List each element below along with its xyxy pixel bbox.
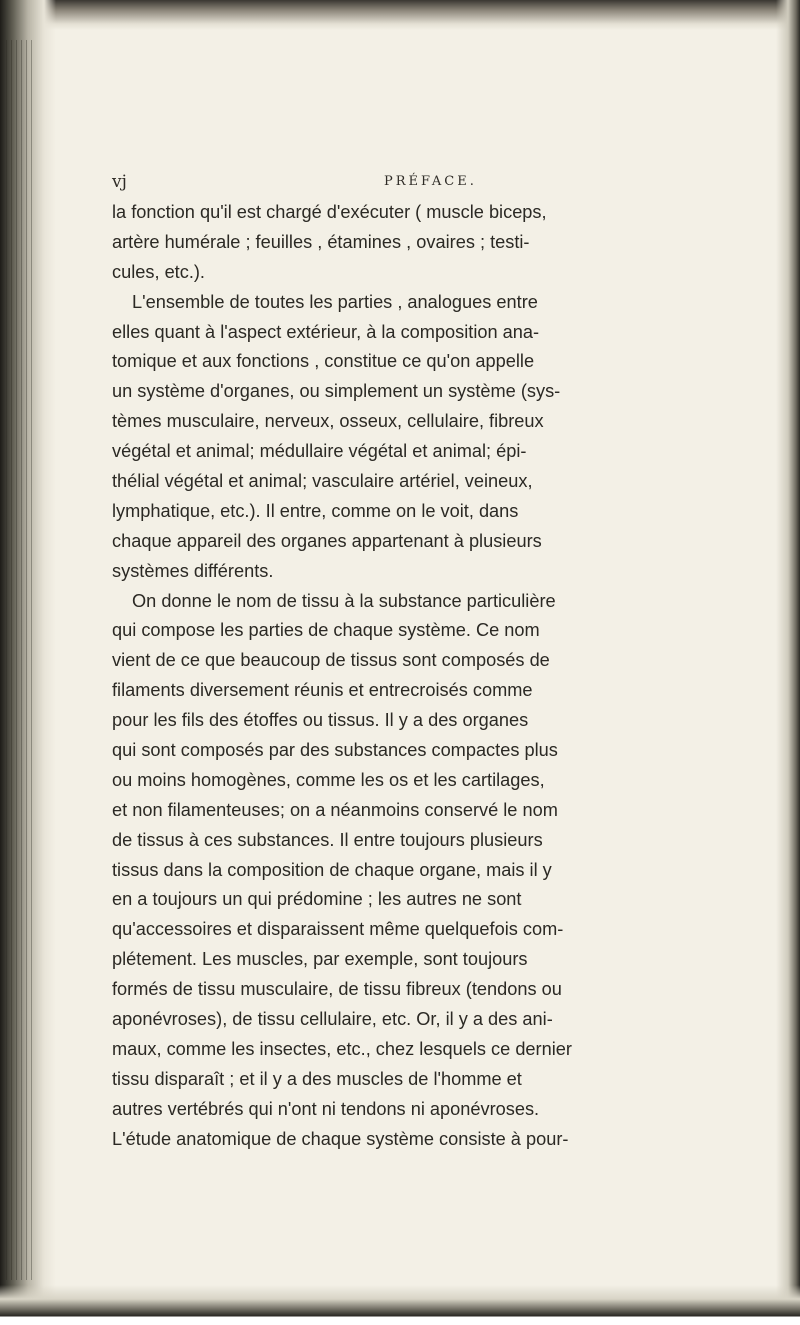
text-line: de tissus à ces substances. Il entre toujours plusieurs bbox=[112, 829, 543, 850]
text-line: tomique et aux fonctions , constitue ce qu'on appelle bbox=[112, 351, 535, 372]
text-line: aponévroses), de tissu cellulaire, etc. Or, il y a des ani- bbox=[112, 1009, 553, 1030]
body-text bbox=[112, 198, 787, 1155]
page-bottom-edge bbox=[0, 1285, 800, 1325]
text-line: la fonction qu'il est chargé d'exécuter ( muscle biceps, bbox=[112, 202, 547, 222]
text-line: L'étude anatomique de chaque système consiste à pour- bbox=[112, 1128, 569, 1149]
text-line: autres vertébrés qui n'ont ni tendons ni aponévroses. bbox=[112, 1098, 540, 1119]
text-line: thélial végétal et animal; vasculaire artériel, veineux, bbox=[112, 471, 533, 492]
text-line: filaments diversement réunis et entrecroisés comme bbox=[112, 680, 533, 701]
text-line: pour les fils des étoffes ou tissus. Il y a des organes bbox=[112, 710, 529, 731]
text-line: tissus dans la composition de chaque organe, mais il y bbox=[112, 859, 552, 880]
text-line: chaque appareil des organes appartenant à plusieurs bbox=[112, 530, 542, 551]
page-header bbox=[112, 172, 772, 196]
text-line: tissu disparaît ; et il y a des muscles de l'homme et bbox=[112, 1068, 522, 1089]
text-line: vient de ce que beaucoup de tissus sont composés de bbox=[112, 650, 550, 671]
text-line: elles quant à l'aspect extérieur, à la composition ana- bbox=[112, 321, 540, 342]
text-line: L'ensemble de toutes les parties , analogues entre bbox=[132, 291, 538, 312]
text-line: qui compose les parties de chaque système. Ce nom bbox=[112, 620, 540, 641]
text-line: maux, comme les insectes, etc., chez lesquels ce dernier bbox=[112, 1038, 572, 1059]
text-line: en a toujours un qui prédomine ; les autres ne sont bbox=[112, 889, 522, 910]
text-line: végétal et animal; médullaire végétal et animal; épi- bbox=[112, 441, 527, 462]
text-line: qu'accessoires et disparaissent même quelquefois com- bbox=[112, 919, 564, 940]
text-line: plétement. Les muscles, par exemple, sont toujours bbox=[112, 949, 528, 970]
text-line: systèmes différents. bbox=[112, 560, 274, 581]
page-top-shadow bbox=[0, 0, 800, 30]
text-line: qui sont composés par des substances compactes plus bbox=[112, 740, 558, 761]
text-line: cules, etc.). bbox=[112, 261, 205, 282]
text-line: tèmes musculaire, nerveux, osseux, cellulaire, fibreux bbox=[112, 411, 544, 432]
text-line: ou moins homogènes, comme les os et les cartilages, bbox=[112, 769, 545, 790]
text-line: et non filamenteuses; on a néanmoins conservé le nom bbox=[112, 799, 558, 820]
running-head: PRÉFACE. bbox=[384, 174, 477, 189]
text-line: artère humérale ; feuilles , étamines , ovaires ; testi- bbox=[112, 231, 530, 252]
text-line: formés de tissu musculaire, de tissu fibreux (tendons ou bbox=[112, 979, 562, 1000]
text-line: On donne le nom de tissu à la substance particulière bbox=[132, 590, 556, 611]
binding-edge-texture bbox=[6, 40, 36, 1280]
page-number: vj bbox=[112, 172, 127, 192]
text-line: lymphatique, etc.). Il entre, comme on le voit, dans bbox=[112, 500, 519, 521]
text-line: un système d'organes, ou simplement un système (sys- bbox=[112, 381, 561, 402]
